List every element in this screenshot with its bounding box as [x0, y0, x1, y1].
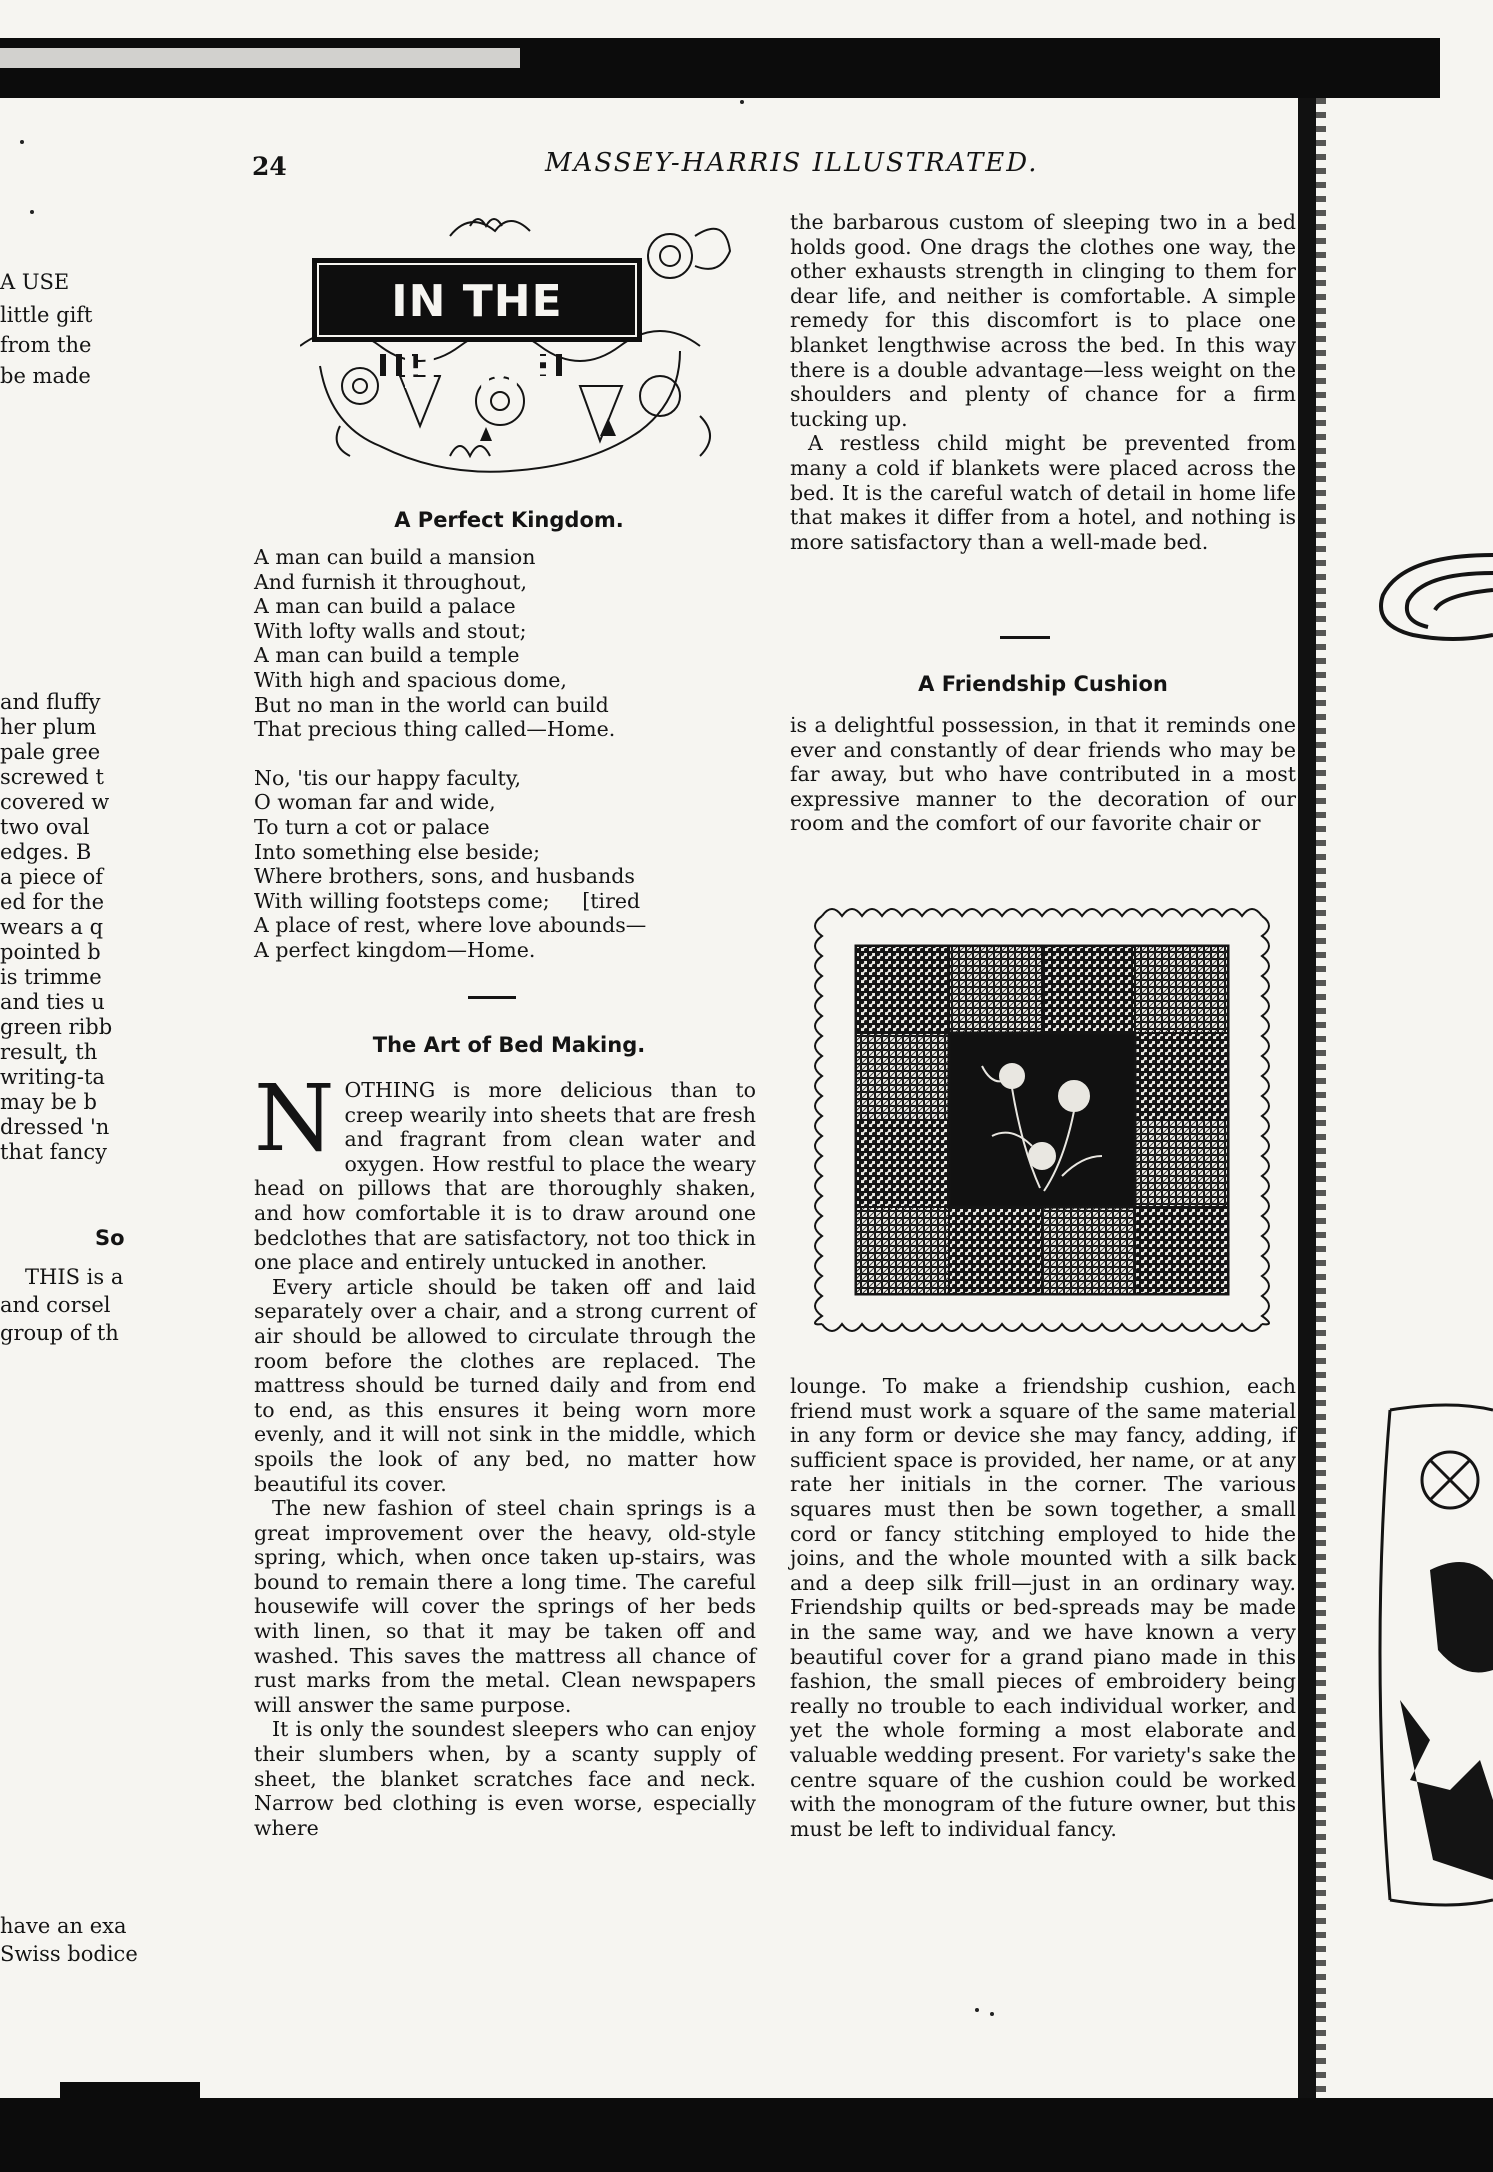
scan-speck — [20, 140, 24, 144]
facing-text-line: and corsel — [0, 1293, 111, 1317]
scan-border-bottom-edge — [60, 2082, 200, 2098]
friendship-cushion-intro — [790, 713, 1296, 836]
article-paragraph: A restless child might be prevented from many a cold if blankets were placed across the bed. It is the careful watch of detail in home life that makes it differ from a hotel, and nothing is more satisfactory than a well-made bed. — [790, 431, 1296, 554]
poem-line: A man can build a mansion — [254, 545, 536, 569]
facing-text-line: be made — [0, 364, 91, 388]
friendship-cushion-illustration — [812, 896, 1272, 1342]
friendship-cushion-body — [790, 1374, 1296, 1841]
banner-title: IN THE HOME — [391, 276, 563, 399]
poem-line: A place of rest, where love abounds— — [254, 913, 647, 938]
scan-speck — [990, 2012, 994, 2016]
facing-text-line: and ties u — [0, 990, 105, 1014]
poem-line: Where brothers, sons, and husbands — [254, 864, 635, 889]
drop-cap: N — [254, 1078, 335, 1172]
poem-line: Into something else beside; — [254, 839, 541, 864]
facing-text-line: writing-ta — [0, 1065, 105, 1089]
facing-text-line: green ribb — [0, 1015, 113, 1039]
scan-border-fade — [0, 48, 520, 68]
bed-making-continued — [790, 210, 1296, 554]
paragraph-text: OTHING is more delicious than to creep wearily into sheets that are fresh and fragrant from clean water and oxygen. How restful to place the weary head on pillows that are thoroughly shaken, and how comfortable it is to draw around one bedclothes that are satisfactory, not too thick in one place and entirely untucked in another. — [254, 1078, 756, 1275]
section-divider — [1000, 636, 1050, 639]
poem-line: With willing footsteps come; [tired — [254, 888, 641, 913]
article-paragraph: the barbarous custom of sleeping two in a bed holds good. One drags the clothes one way, the other exhausts strength in clinging to them for dear life, and neither is comfortable. A simple remedy for this discomfort is to place one blanket lengthwise across the bed. In this way there is a double advantage—less weight on the shoulders and plenty of chance for a firm tucking up. — [790, 210, 1296, 431]
scan-border-bottom — [0, 2098, 1493, 2172]
facing-page-illustration — [1370, 1400, 1493, 1910]
facing-text-line: and fluffy — [0, 690, 101, 714]
facing-text-line: from the — [0, 333, 92, 357]
facing-text-line: wears a q — [0, 915, 104, 939]
article-paragraph: lounge. To make a friendship cushion, each friend must work a square of the same material in any form or device she may fancy, adding, if sufficient space is provided, her name, or at any rate her initials in the corner. The various squares must then be sown together, a small cord or fancy stitching employed to hide the joins, and the whole mounted with a silk back and a deep silk frill—just in an ordinary way. Friendship quilts or bed-spreads may be made in the same way, and we have known a very beautiful cover for a grand piano made in this fashion, the small pieces of embroidery being really no trouble to each individual worker, and yet the whole forming a most elaborate and valuable wedding present. For variety's sake the centre square of the cushion could be worked with the monogram of the future owner, but this must be left to individual fancy. — [790, 1374, 1296, 1841]
poem-body — [254, 545, 764, 963]
scan-speck — [740, 100, 744, 104]
facing-text-line: Swiss bodice — [0, 1942, 138, 1966]
section-divider — [468, 996, 516, 999]
poem-line: O woman far and wide, — [254, 790, 496, 815]
facing-text-line: little gift — [0, 303, 93, 327]
facing-text-line: THIS is a — [25, 1265, 124, 1289]
facing-text-line: pale gree — [0, 740, 101, 764]
in-the-home-banner — [300, 206, 740, 476]
facing-text-line: two oval — [0, 815, 90, 839]
poem-title: A Perfect Kingdom. — [394, 508, 624, 532]
facing-text-line: edges. B — [0, 840, 92, 864]
friendship-cushion-title: A Friendship Cushion — [918, 672, 1168, 696]
article-paragraph: is a delightful possession, in that it reminds one ever and constantly of dear friends who may be far away, but who have contributed in a most expressive manner to the decoration of our room and the comfort of our favorite chair or — [790, 713, 1296, 836]
article-paragraph: The new fashion of steel chain springs is a great improvement over the heavy, old-style spring, which, when once taken up-stairs, was bound to remain there a long time. The careful housewife will cover the springs of her beds with linen, so that it may be taken off and washed. This saves the mattress all chance of rust marks from the metal. Clean newspapers will answer the same purpose. — [254, 1496, 756, 1717]
facing-text-line: pointed b — [0, 940, 101, 964]
article-paragraph: Every article should be taken off and laid separately over a chair, and a strong current of air should be allowed to circulate through the room before the clothes are replaced. The mattress should be turned daily and from end to end, as this ensures it being worn more evenly, and it will not sink in the middle, which spoils the look of any bed, no matter how beautiful its cover. — [254, 1274, 756, 1496]
poem-line: A perfect kingdom—Home. — [254, 937, 536, 962]
poem-line: With high and spacious dome, — [254, 667, 567, 692]
facing-page-column — [0, 0, 163, 2098]
poem-line: That precious thing called—Home. — [254, 717, 616, 742]
article-paragraph — [254, 1078, 756, 1275]
facing-text-line: that fancy — [0, 1140, 108, 1164]
bed-making-title: The Art of Bed Making. — [372, 1033, 646, 1057]
facing-text-line: screwed t — [0, 765, 104, 789]
facing-text-line: a piece of — [0, 865, 104, 889]
cushion-fragment-icon — [1360, 545, 1493, 655]
poem-line: No, 'tis our happy faculty, — [254, 765, 522, 790]
poem-line: With lofty walls and stout; — [254, 618, 527, 643]
page-gutter — [1298, 98, 1316, 2098]
poem-line: And furnish it throughout, — [254, 569, 527, 594]
poem-line: But no man in the world can build — [254, 692, 609, 717]
bed-making-article — [254, 1078, 756, 1840]
page-gutter-edge — [1316, 98, 1326, 2098]
scan-speck — [30, 210, 34, 214]
poem-line: A man can build a palace — [254, 594, 516, 619]
facing-text-line: is trimme — [0, 965, 102, 989]
facing-page-illustration — [1360, 545, 1493, 655]
corset-fragment-icon — [1370, 1400, 1493, 1910]
running-head: MASSEY-HARRIS ILLUSTRATED. — [545, 148, 1039, 178]
facing-text-line: group of th — [0, 1321, 119, 1345]
facing-heading: So — [95, 1226, 125, 1250]
facing-text-line: dressed 'n — [0, 1115, 110, 1139]
facing-text-line: may be b — [0, 1090, 97, 1114]
scan-speck — [975, 2008, 979, 2012]
facing-text-line: covered w — [0, 790, 110, 814]
page-number: 24 — [252, 152, 287, 181]
poem-line: To turn a cot or palace — [254, 814, 490, 839]
facing-text-line: ed for the — [0, 890, 105, 914]
patchwork-cushion-icon — [812, 896, 1272, 1342]
facing-text-line: have an exa — [0, 1914, 127, 1938]
facing-text-line: her plum — [0, 715, 97, 739]
poem-line: A man can build a temple — [254, 643, 520, 668]
article-paragraph: It is only the soundest sleepers who can enjoy their slumbers when, by a scanty supply of sheet, the blanket scratches face and neck. Narrow bed clothing is even worse, especially where — [254, 1717, 756, 1840]
scan-border-top — [0, 38, 1440, 98]
facing-text-line: result, th — [0, 1040, 98, 1064]
facing-text-line: A USE — [0, 270, 70, 294]
